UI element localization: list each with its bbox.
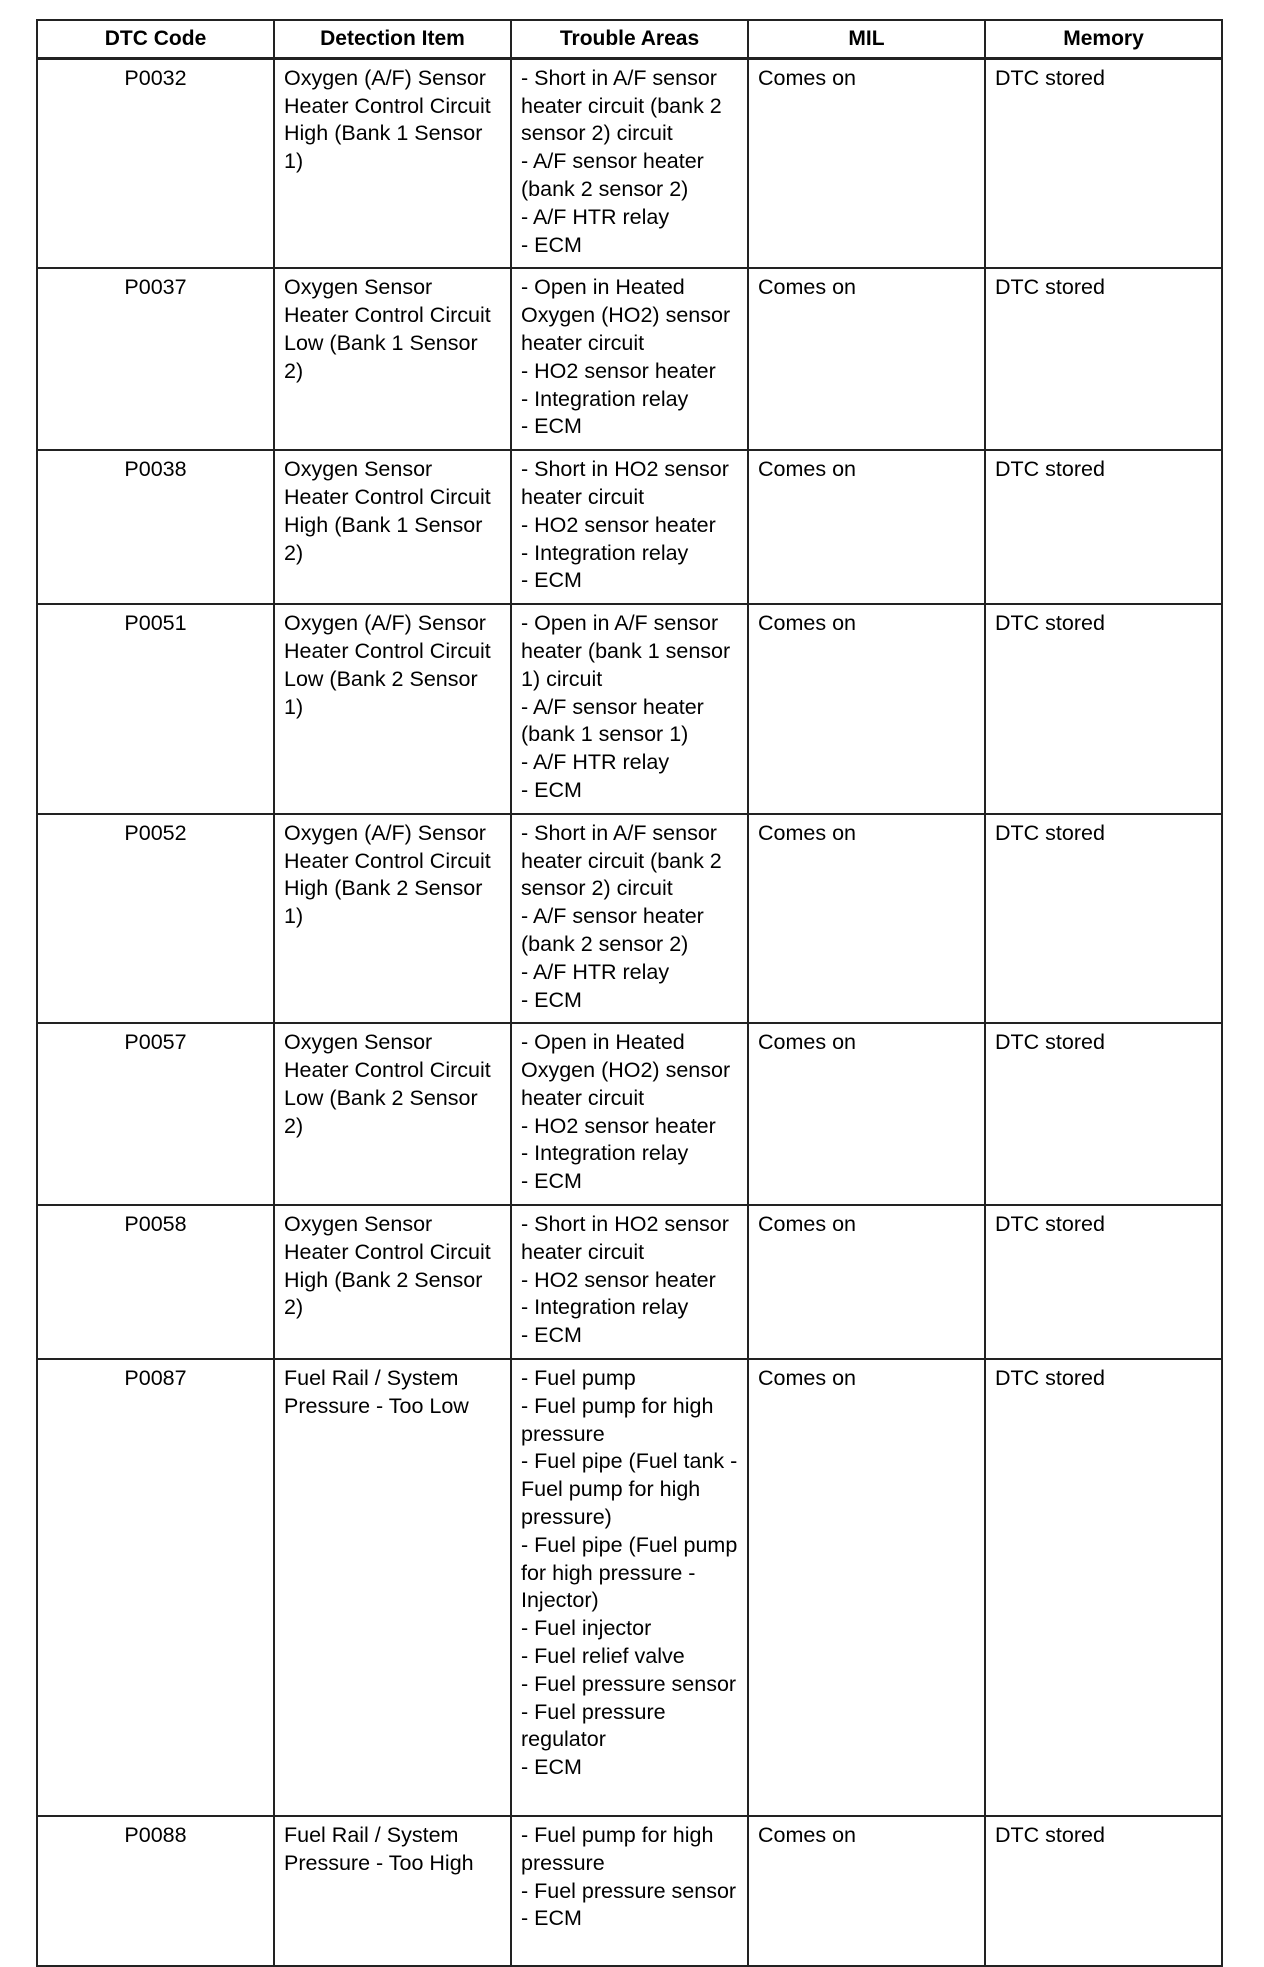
trouble-areas-cell bbox=[511, 450, 748, 604]
detection-item-cell: Fuel Rail / System Pressure - Too High bbox=[274, 1816, 511, 1966]
trouble-areas-cell bbox=[511, 1205, 748, 1359]
table-row bbox=[37, 1205, 1222, 1359]
trouble-area-item: - A/F HTR relay bbox=[521, 750, 670, 775]
dtc-table bbox=[36, 19, 1223, 1967]
trouble-area-item: - A/F sensor heater (bank 2 sensor 2) bbox=[521, 904, 704, 956]
dtc-code-cell: P0088 bbox=[37, 1816, 274, 1966]
mil-cell: Comes on bbox=[748, 1359, 985, 1816]
table-row bbox=[37, 268, 1222, 450]
trouble-areas-cell bbox=[511, 1359, 748, 1816]
trouble-areas-cell bbox=[511, 58, 748, 268]
trouble-area-item: - ECM bbox=[521, 1323, 582, 1348]
table-row bbox=[37, 1023, 1222, 1205]
trouble-area-item: - Open in Heated Oxygen (HO2) sensor heater circuit bbox=[521, 275, 731, 355]
header-row bbox=[37, 20, 1222, 58]
dtc-code-cell: P0058 bbox=[37, 1205, 274, 1359]
mil-cell: Comes on bbox=[748, 1816, 985, 1966]
memory-cell: DTC stored bbox=[985, 58, 1222, 268]
trouble-area-item: - HO2 sensor heater bbox=[521, 358, 716, 383]
trouble-area-item: - A/F sensor heater (bank 2 sensor 2) bbox=[521, 149, 704, 201]
trouble-area-item: - Integration relay bbox=[521, 540, 689, 565]
header-mil: MIL bbox=[748, 20, 985, 58]
trouble-area-item: - Short in HO2 sensor heater circuit bbox=[521, 1212, 729, 1264]
trouble-area-item: - A/F HTR relay bbox=[521, 204, 670, 229]
trouble-area-item: - ECM bbox=[521, 777, 582, 802]
header-memory: Memory bbox=[985, 20, 1222, 58]
trouble-area-item: - HO2 sensor heater bbox=[521, 512, 716, 537]
detection-item-cell: Oxygen (A/F) Sensor Heater Control Circuit Low (Bank 2 Sensor 1) bbox=[274, 604, 511, 814]
trouble-area-item: - ECM bbox=[521, 987, 582, 1012]
dtc-code-cell: P0037 bbox=[37, 268, 274, 450]
trouble-area-item: - Fuel pressure sensor bbox=[521, 1671, 737, 1696]
trouble-area-item: - Integration relay bbox=[521, 386, 689, 411]
table-row bbox=[37, 450, 1222, 604]
trouble-areas-cell bbox=[511, 1816, 748, 1966]
trouble-areas-cell bbox=[511, 814, 748, 1024]
dtc-code-cell: P0051 bbox=[37, 604, 274, 814]
trouble-area-item: - ECM bbox=[521, 1906, 582, 1931]
trouble-area-item: - A/F sensor heater (bank 1 sensor 1) bbox=[521, 694, 704, 747]
mil-cell: Comes on bbox=[748, 268, 985, 450]
header-detection-item: Detection Item bbox=[274, 20, 511, 58]
trouble-area-item: - Fuel relief valve bbox=[521, 1644, 685, 1669]
trouble-area-item: - ECM bbox=[521, 1755, 582, 1780]
trouble-area-item: - Integration relay bbox=[521, 1295, 689, 1320]
memory-cell: DTC stored bbox=[985, 604, 1222, 814]
header-trouble-areas: Trouble Areas bbox=[511, 20, 748, 58]
detection-item-cell: Oxygen (A/F) Sensor Heater Control Circuit High (Bank 1 Sensor 1) bbox=[274, 58, 511, 268]
trouble-area-item: - ECM bbox=[521, 232, 582, 257]
trouble-area-item: - Fuel pressure regulator bbox=[521, 1699, 666, 1752]
memory-cell: DTC stored bbox=[985, 450, 1222, 604]
trouble-area-item: - Integration relay bbox=[521, 1141, 689, 1166]
table-row bbox=[37, 814, 1222, 1024]
dtc-code-cell: P0052 bbox=[37, 814, 274, 1024]
memory-cell: DTC stored bbox=[985, 814, 1222, 1024]
mil-cell: Comes on bbox=[748, 450, 985, 604]
trouble-areas-cell bbox=[511, 268, 748, 450]
dtc-code-cell: P0032 bbox=[37, 58, 274, 268]
dtc-code-cell: P0087 bbox=[37, 1359, 274, 1816]
memory-cell: DTC stored bbox=[985, 1359, 1222, 1816]
trouble-area-item: - Short in HO2 sensor heater circuit bbox=[521, 457, 729, 509]
trouble-area-item: - Fuel pump bbox=[521, 1366, 636, 1391]
trouble-area-item: - Short in A/F sensor heater circuit (bank 2 sensor 2) circuit bbox=[521, 820, 722, 901]
trouble-areas-cell bbox=[511, 604, 748, 814]
trouble-areas-cell bbox=[511, 1023, 748, 1205]
mil-cell: Comes on bbox=[748, 604, 985, 814]
trouble-area-item: - ECM bbox=[521, 414, 582, 439]
trouble-area-item: - Fuel pressure sensor bbox=[521, 1878, 737, 1903]
detection-item-cell: Oxygen Sensor Heater Control Circuit High (Bank 2 Sensor 2) bbox=[274, 1205, 511, 1359]
dtc-code-cell: P0038 bbox=[37, 450, 274, 604]
detection-item-cell: Oxygen Sensor Heater Control Circuit Low (Bank 1 Sensor 2) bbox=[274, 268, 511, 450]
trouble-area-item: - HO2 sensor heater bbox=[521, 1113, 716, 1138]
trouble-area-item: - Fuel pump for high pressure bbox=[521, 1823, 714, 1875]
trouble-area-item: - Open in A/F sensor heater (bank 1 sensor 1) circuit bbox=[521, 611, 731, 691]
mil-cell: Comes on bbox=[748, 814, 985, 1024]
table-body bbox=[37, 58, 1222, 1966]
trouble-area-item: - Short in A/F sensor heater circuit (bank 2 sensor 2) circuit bbox=[521, 65, 722, 146]
trouble-area-item: - Fuel injector bbox=[521, 1616, 652, 1641]
trouble-area-item: - Open in Heated Oxygen (HO2) sensor heater circuit bbox=[521, 1030, 731, 1110]
trouble-area-item: - ECM bbox=[521, 568, 582, 593]
table-row bbox=[37, 1816, 1222, 1966]
table-row bbox=[37, 58, 1222, 268]
trouble-area-item: - A/F HTR relay bbox=[521, 959, 670, 984]
dtc-code-cell: P0057 bbox=[37, 1023, 274, 1205]
trouble-area-item: - Fuel pipe (Fuel pump for high pressure - Injector) bbox=[521, 1532, 738, 1613]
mil-cell: Comes on bbox=[748, 1023, 985, 1205]
table-row bbox=[37, 1359, 1222, 1816]
mil-cell: Comes on bbox=[748, 58, 985, 268]
trouble-area-item: - Fuel pump for high pressure bbox=[521, 1393, 714, 1446]
memory-cell: DTC stored bbox=[985, 1816, 1222, 1966]
trouble-area-item: - Fuel pipe (Fuel tank - Fuel pump for high pressure) bbox=[521, 1449, 738, 1530]
memory-cell: DTC stored bbox=[985, 1023, 1222, 1205]
detection-item-cell: Oxygen (A/F) Sensor Heater Control Circuit High (Bank 2 Sensor 1) bbox=[274, 814, 511, 1024]
mil-cell: Comes on bbox=[748, 1205, 985, 1359]
table-row bbox=[37, 604, 1222, 814]
table-header bbox=[37, 20, 1222, 58]
detection-item-cell: Fuel Rail / System Pressure - Too Low bbox=[274, 1359, 511, 1816]
detection-item-cell: Oxygen Sensor Heater Control Circuit High (Bank 1 Sensor 2) bbox=[274, 450, 511, 604]
trouble-area-item: - ECM bbox=[521, 1169, 582, 1194]
memory-cell: DTC stored bbox=[985, 268, 1222, 450]
detection-item-cell: Oxygen Sensor Heater Control Circuit Low (Bank 2 Sensor 2) bbox=[274, 1023, 511, 1205]
memory-cell: DTC stored bbox=[985, 1205, 1222, 1359]
header-dtc-code: DTC Code bbox=[37, 20, 274, 58]
trouble-area-item: - HO2 sensor heater bbox=[521, 1267, 716, 1292]
